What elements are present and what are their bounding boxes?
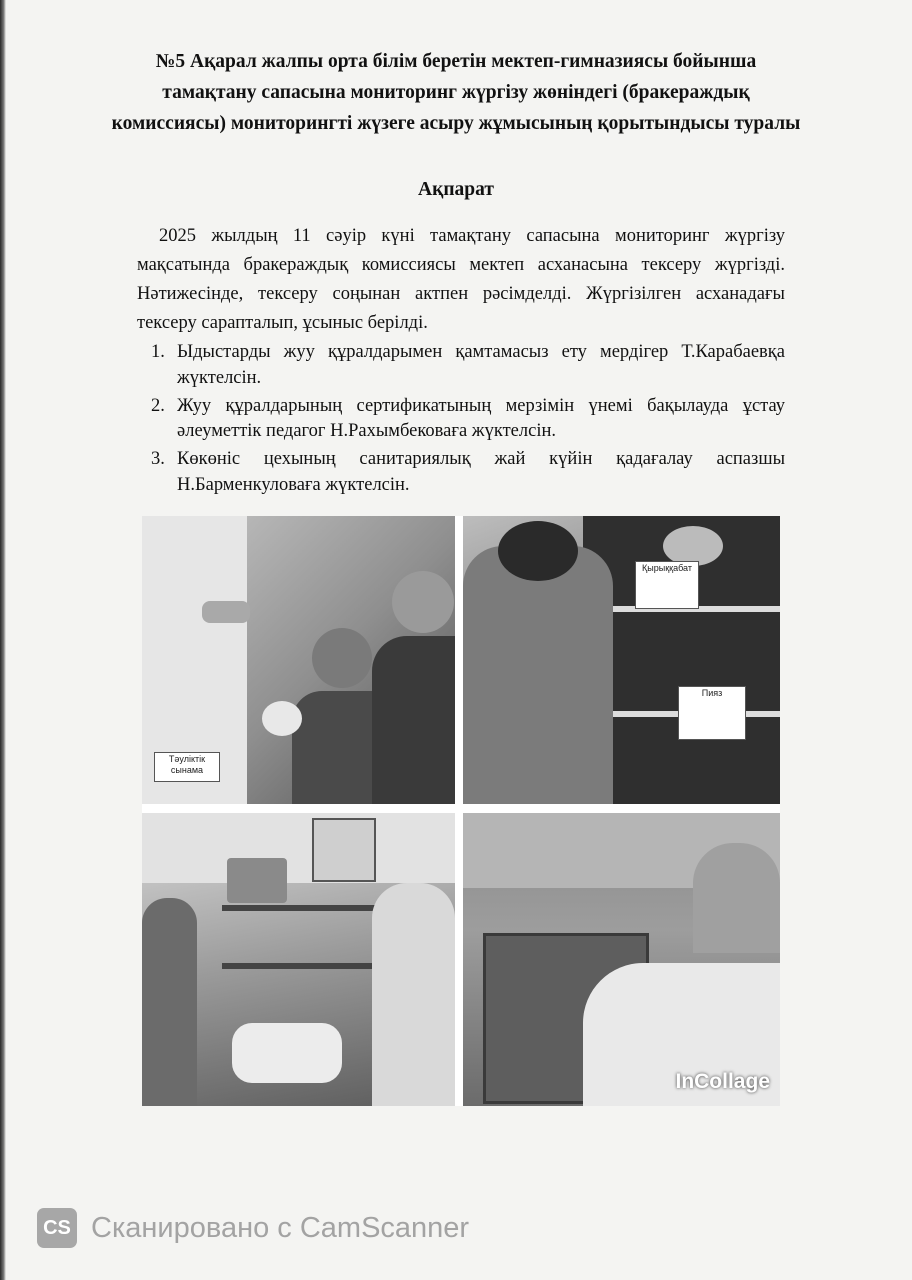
recommendation-list: [137, 340, 785, 501]
incollage-watermark: InCollage: [675, 1070, 770, 1093]
photo-cabinet-inspection: [463, 813, 780, 1106]
list-number: 1.: [151, 342, 165, 362]
list-number: 3.: [151, 449, 165, 469]
photo-collage: [142, 516, 780, 1106]
onion-sign: Пияз: [678, 686, 746, 740]
photo-fridge-inspection: [142, 516, 455, 804]
list-item: [137, 394, 785, 445]
sample-sign: Тәуліктік сынама: [154, 752, 220, 782]
list-text: Жуу құралдарының сертификатының мерзімін үнемі бақылауда ұстау әлеуметтік педагог Н.Рахымбековаға жүктелсін.: [177, 395, 785, 441]
document-subtitle: Ақпарат: [418, 179, 494, 200]
list-text: Ыдыстарды жуу құралдарымен қамтамасыз ету мердігер Т.Карабаевқа жүктелсін.: [177, 342, 785, 388]
cabbage-sign: Қырыққабат: [635, 561, 699, 609]
list-item: [137, 340, 785, 391]
camscanner-footer: [37, 1207, 469, 1249]
photo-kitchen-storage: [142, 813, 455, 1106]
camscanner-logo-icon: CS: [37, 1208, 77, 1248]
document-title: №5 Ақарал жалпы орта білім беретін мектеп-гимназиясы бойынша тамақтану сапасына мониторинг жүргізу жөніндегі (бракераждық комиссиясы) мониторингті жүзеге асыру жұмысының қорытындысы туралы: [111, 51, 801, 134]
photo-vegetable-shelves: [463, 516, 780, 804]
list-text: Көкөніс цехының санитариялық жай күйін қадағалау аспазшы Н.Барменкуловаға жүктелсін.: [177, 449, 785, 495]
camscanner-text: Сканировано с CamScanner: [91, 1211, 470, 1244]
list-number: 2.: [151, 395, 165, 416]
list-item: [137, 447, 785, 498]
body-paragraph: 2025 жылдың 11 сәуір күні тамақтану сапасына мониторинг жүргізу мақсатында бракераждық комиссиясы мектеп асханасына тексеру жүргізді. Нәтижесінде, тексеру соңынан актпен рәсімделді. Жүргізілген асханадағы тексеру сарапталып, ұсыныс берілді.: [137, 226, 785, 333]
